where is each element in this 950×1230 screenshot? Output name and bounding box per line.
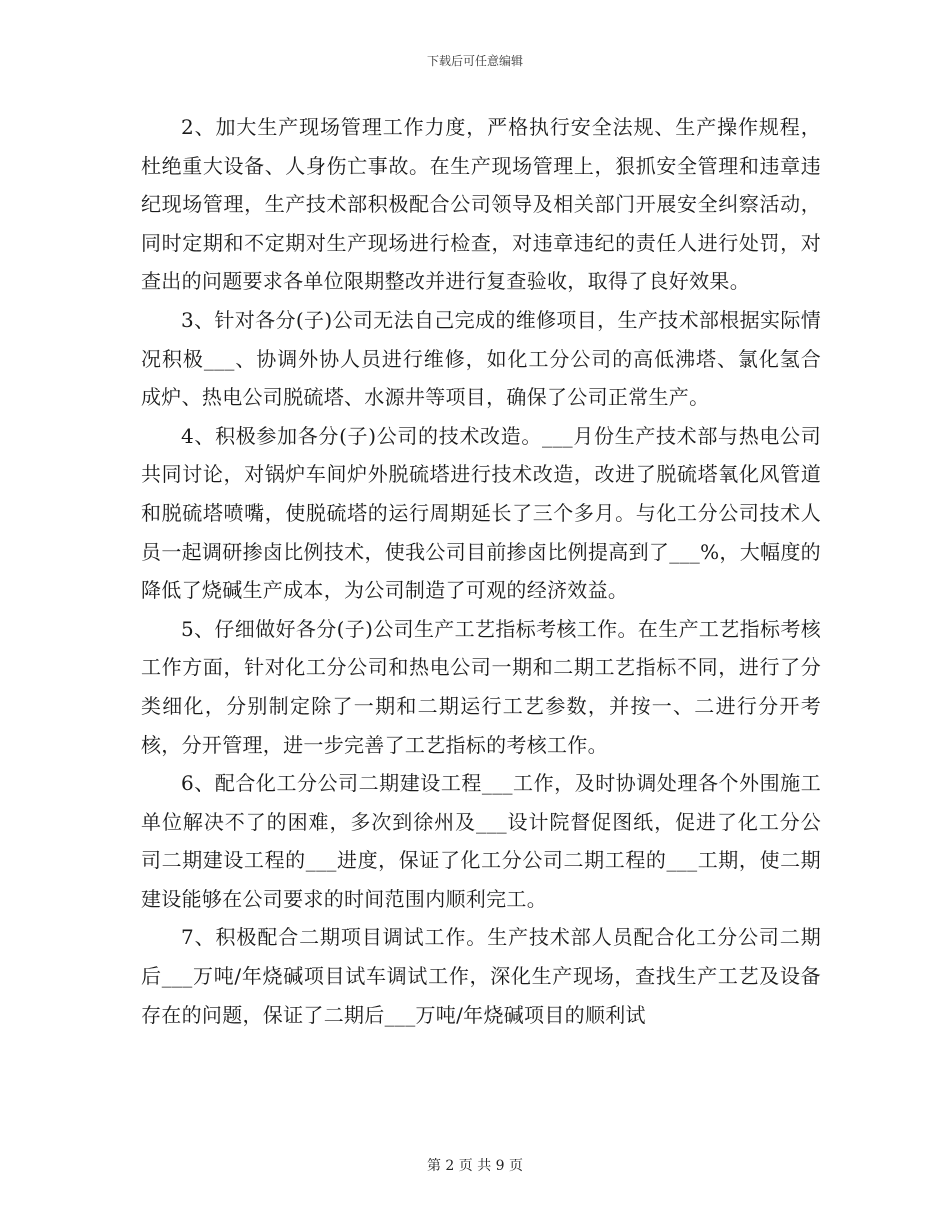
page-header: 下载后可任意编辑 (426, 54, 523, 68)
paragraph-5: 5、仔细做好各分(子)公司生产工艺指标考核工作。在生产工艺指标考核工作方面，针对化工分公司和热电公司一期和二期工艺指标不同，进行了分类细化，分别制定除了一期和二期运行工艺参数，并按一、二进行分开考核，分开管理，进一步完善了工艺指标的考核工作。 (141, 616, 821, 757)
paragraph-7: 7、积极配合二期项目调试工作。生产技术部人员配合化工分公司二期后___万吨/年烧碱项目试车调试工作，深化生产现场，查找生产工艺及设备存在的问题，保证了二期后___万吨/年烧碱项目的顺利试 (141, 925, 821, 1027)
paragraph-2: 2、加大生产现场管理工作力度，严格执行安全法规、生产操作规程，杜绝重大设备、人身伤亡事故。在生产现场管理上，狠抓安全管理和违章违纪现场管理，生产技术部积极配合公司领导及相关部门开展安全纠察活动，同时定期和不定期对生产现场进行检查，对违章违纪的责任人进行处罚，对查出的问题要求各单位限期整改并进行复查验收，取得了良好效果。 (141, 115, 821, 294)
paragraph-6: 6、配合化工分公司二期建设工程___工作，及时协调处理各个外围施工单位解决不了的困难，多次到徐州及___设计院督促图纸，促进了化工分公司二期建设工程的___进度，保证了化工分公司二期工程的___工期，使二期建设能够在公司要求的时间范围内顺利完工。 (141, 771, 821, 911)
paragraph-4: 4、积极参加各分(子)公司的技术改造。___月份生产技术部与热电公司共同讨论，对锅炉车间炉外脱硫塔进行技术改造，改进了脱硫塔氧化风管道和脱硫塔喷嘴，使脱硫塔的运行周期延长了三个多月。与化工分公司技术人员一起调研掺卤比例技术，使我公司目前掺卤比例提高到了___%，大幅度的降低了烧碱生产成本，为公司制造了可观的经济效益。 (141, 423, 821, 603)
page-number: 第 2 页 共 9 页 (426, 1158, 524, 1174)
paragraph-3: 3、针对各分(子)公司无法自己完成的维修项目，生产技术部根据实际情况积极___、协调外协人员进行维修，如化工分公司的高低沸塔、氯化氢合成炉、热电公司脱硫塔、水源井等项目，确保了公司正常生产。 (141, 307, 821, 410)
document-body (141, 108, 821, 1034)
